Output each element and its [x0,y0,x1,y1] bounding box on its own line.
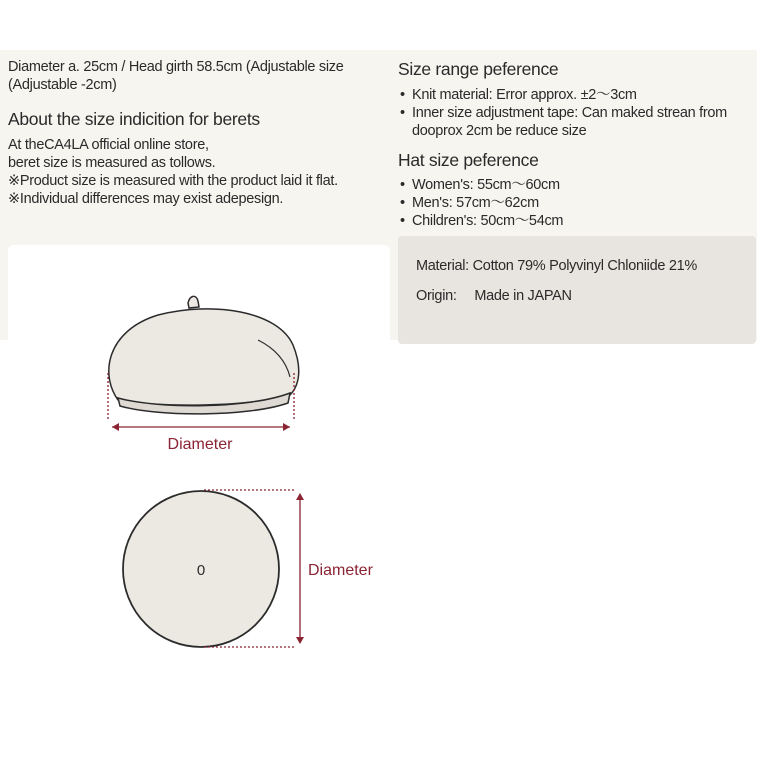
size-note-line: ※Product size is measured with the product laid it flat. [8,173,338,189]
size-reference-column [398,58,754,230]
size-indication-body [8,136,393,208]
origin-label: Origin: [416,288,457,304]
size-spec-line-1: Diameter a. 25cm / Head girth 58.5cm (Adjustable size [8,59,344,75]
size-note-line: ※Individual differences may exist adepesign. [8,191,284,207]
top-diameter-label: Diameter [308,562,373,579]
hat-size-heading: Hat size peference [398,150,539,170]
center-mark: 0 [196,562,206,579]
beret-stem [188,296,199,308]
list-item: • Inner size adjustment tape: Can maked strean from dooprox 2cm be reduce size [398,104,754,140]
beret-side-body [109,309,299,405]
list-item: • Children's: 50cm〜54cm [398,212,754,230]
size-note-line: At theCA4LA official online store, [8,137,209,153]
material-origin-box [398,236,756,344]
beret-measurement-diagram [8,245,390,685]
size-indication-heading: About the size indicition for berets [8,109,260,129]
hat-size-list [398,176,754,230]
list-item: • Women's: 55cm〜60cm [398,176,754,194]
side-diameter-label: Diameter [167,436,233,453]
beret-side-view [109,296,299,414]
size-spec-line-2: (Adjustable -2cm) [8,77,117,93]
size-range-heading: Size range peference [398,59,559,79]
origin-value: Made in JAPAN [474,288,572,304]
origin-row [416,288,572,304]
material-text: Material: Cotton 79% Polyvinyl Chloniide 21% [416,258,697,274]
size-info-column [8,58,393,208]
list-item: • Knit material: Error approx. ±2〜3cm [398,86,754,104]
beret-diagram-panel [8,245,390,685]
beret-top-view [123,491,279,647]
list-item: • Men's: 57cm〜62cm [398,194,754,212]
size-note-line: beret size is measured as tollows. [8,155,216,171]
size-range-list [398,86,754,140]
